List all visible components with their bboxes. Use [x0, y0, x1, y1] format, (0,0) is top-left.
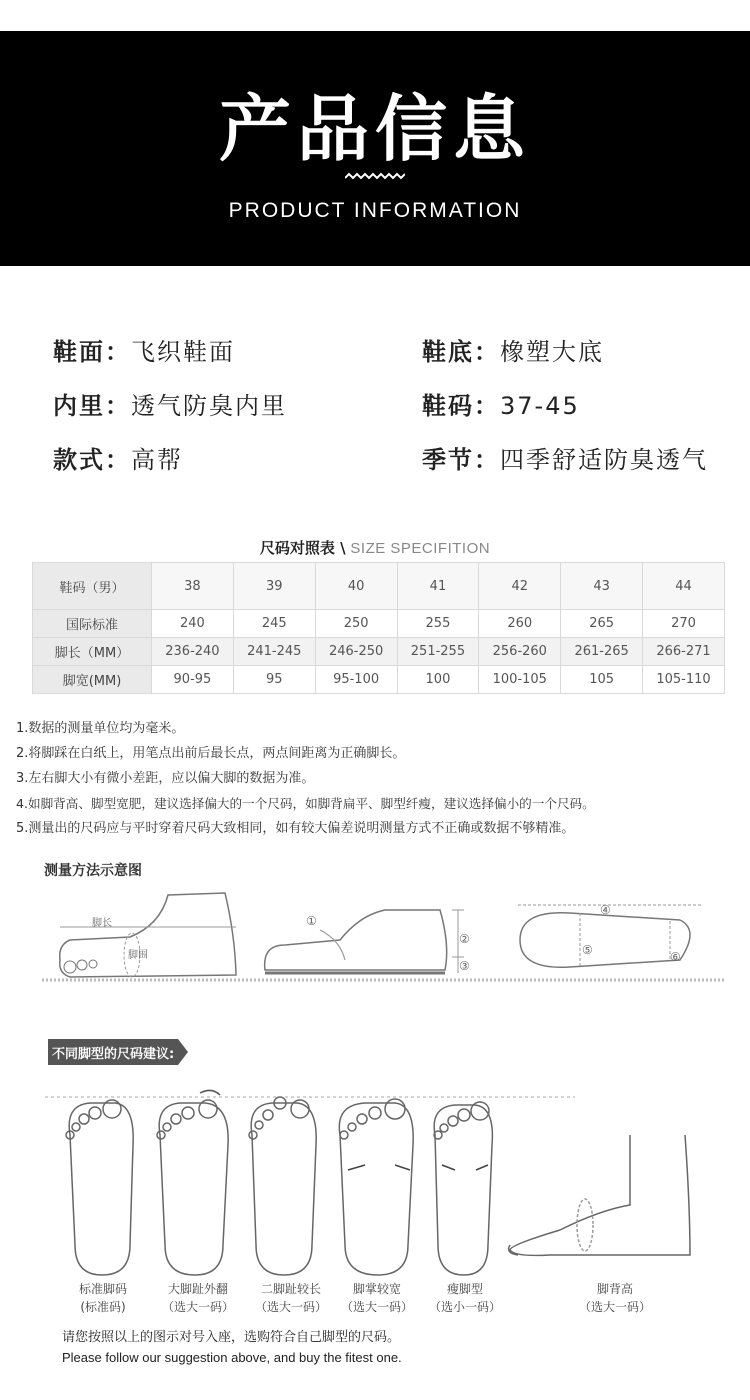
- table-cell: 95-100: [315, 666, 397, 694]
- table-row: [33, 610, 725, 638]
- foot-type-label: 大脚趾外翻 （选大一码）: [161, 1282, 234, 1314]
- spec-season: 季节：四季舒适防臭透气: [422, 446, 708, 474]
- table-cell: 41: [397, 563, 479, 610]
- table-cell: 105-110: [643, 666, 725, 694]
- foot-type-label: 脚背高 （选大一码）: [578, 1282, 651, 1314]
- spec-value: 四季舒适防臭透气: [500, 446, 708, 474]
- table-cell: 250: [315, 610, 397, 638]
- note-item: 4.如脚背高、脚型宽肥，建议选择偏大的一个尺码，如脚背扁平、脚型纤瘦，建议选择偏小的一个尺码。: [16, 796, 595, 811]
- spec-sole: 鞋底：橡塑大底: [422, 338, 604, 366]
- note-item: 2.将脚踩在白纸上，用笔点出前后最长点，两点间距离为正确脚长。: [16, 746, 406, 761]
- marker-5: ⑤: [582, 943, 593, 957]
- table-cell: 255: [397, 610, 479, 638]
- table-cell: 105: [561, 666, 643, 694]
- page-title: 产品信息: [218, 87, 531, 171]
- table-cell: 43: [561, 563, 643, 610]
- foot-type-label: 脚掌较宽 （选大一码）: [340, 1282, 413, 1314]
- measurement-notes: [16, 716, 746, 841]
- foot-high-instep-icon: [509, 1135, 690, 1255]
- spec-upper: 鞋面：飞织鞋面: [53, 338, 235, 366]
- spec-label: 内里: [53, 392, 105, 420]
- table-row: [33, 563, 725, 610]
- bottom-note-zh: 请您按照以上的图示对号入座，选购符合自己脚型的尺码。: [62, 1330, 401, 1345]
- size-table-title-en: SIZE SPECIFITION: [350, 540, 491, 557]
- note-item: 1.数据的测量单位均为毫米。: [16, 721, 185, 736]
- spec-style: 款式：高帮: [53, 446, 183, 474]
- table-cell: 241-245: [233, 638, 315, 666]
- spec-label: 鞋面: [53, 338, 105, 366]
- spec-size: 鞋码：37-45: [422, 392, 580, 420]
- row-header: 脚长（MM）: [33, 638, 152, 666]
- foot-length-label: 脚长: [92, 918, 112, 929]
- spec-lining: 内里：透气防臭内里: [53, 392, 287, 420]
- measure-title: 测量方法示意图: [44, 863, 142, 879]
- table-cell: 251-255: [397, 638, 479, 666]
- foot-type-label: 瘦脚型 （选小一码）: [428, 1282, 501, 1314]
- foot-bunion-icon: [157, 1090, 228, 1275]
- table-cell: 90-95: [152, 666, 234, 694]
- spec-label: 鞋码: [422, 392, 474, 420]
- spec-label: 鞋底: [422, 338, 474, 366]
- row-header: 鞋码（男）: [33, 563, 152, 610]
- table-row: [33, 666, 725, 694]
- foot-types-illustration: [40, 1085, 710, 1285]
- marker-2: ②: [459, 932, 470, 946]
- size-table: [32, 562, 725, 694]
- table-cell: 270: [643, 610, 725, 638]
- table-cell: 265: [561, 610, 643, 638]
- foot-long-second-toe-icon: [249, 1097, 316, 1275]
- foot-narrow-icon: [434, 1102, 492, 1275]
- spec-value: 高帮: [131, 446, 183, 474]
- table-cell: 245: [233, 610, 315, 638]
- foot-wide-icon: [339, 1099, 413, 1275]
- marker-4: ④: [600, 903, 611, 917]
- table-cell: 100-105: [479, 666, 561, 694]
- table-cell: 42: [479, 563, 561, 610]
- table-cell: 44: [643, 563, 725, 610]
- spec-value: 飞织鞋面: [131, 338, 235, 366]
- wave-divider-icon: [345, 171, 405, 181]
- foot-standard-icon: [66, 1100, 133, 1275]
- header-banner: [0, 31, 750, 266]
- foot-side-icon: [60, 893, 236, 977]
- marker-1: ①: [306, 914, 317, 928]
- measurement-diagram: [40, 885, 730, 990]
- bottom-note: [62, 1328, 402, 1368]
- table-cell: 246-250: [315, 638, 397, 666]
- table-cell: 240: [152, 610, 234, 638]
- spec-label: 季节: [422, 446, 474, 474]
- table-cell: 236-240: [152, 638, 234, 666]
- spec-value: 37-45: [500, 392, 580, 420]
- marker-6: ⑥: [670, 950, 681, 964]
- table-cell: 95: [233, 666, 315, 694]
- foot-girth-label: 脚围: [128, 950, 148, 961]
- spec-value: 橡塑大底: [500, 338, 604, 366]
- page-subtitle: PRODUCT INFORMATION: [228, 199, 522, 222]
- size-table-title: [0, 537, 750, 558]
- table-cell: 261-265: [561, 638, 643, 666]
- table-cell: 39: [233, 563, 315, 610]
- table-cell: 256-260: [479, 638, 561, 666]
- foot-type-label: 二脚趾较长 （选大一码）: [254, 1282, 327, 1314]
- row-header: 脚宽(MM): [33, 666, 152, 694]
- size-table-title-zh: 尺码对照表 \: [259, 539, 346, 557]
- table-cell: 40: [315, 563, 397, 610]
- advice-tag-label: 不同脚型的尺码建议:: [52, 1047, 175, 1062]
- table-row: [33, 638, 725, 666]
- shoe-side-icon: [265, 910, 464, 973]
- table-cell: 266-271: [643, 638, 725, 666]
- marker-3: ③: [459, 959, 470, 973]
- row-header: 国际标准: [33, 610, 152, 638]
- note-item: 3.左右脚大小有微小差距，应以偏大脚的数据为准。: [16, 771, 315, 786]
- table-cell: 260: [479, 610, 561, 638]
- spec-value: 透气防臭内里: [131, 392, 287, 420]
- table-cell: 38: [152, 563, 234, 610]
- foot-type-label: 标准脚码 (标准码): [78, 1282, 127, 1314]
- table-cell: 100: [397, 666, 479, 694]
- spec-label: 款式: [53, 446, 105, 474]
- note-item: 5.测量出的尺码应与平时穿着尺码大致相同，如有较大偏差说明测量方式不正确或数据不够精准。: [16, 821, 575, 836]
- bottom-note-en: Please follow our suggestion above, and buy the fitest one.: [62, 1350, 402, 1365]
